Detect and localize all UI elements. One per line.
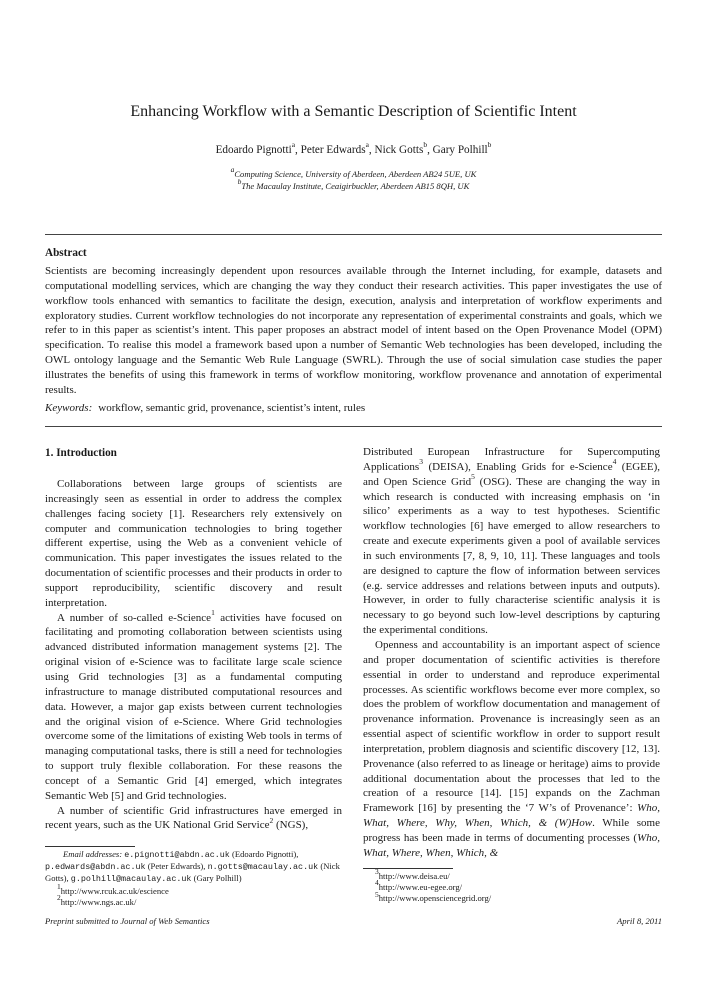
author-name: Edoardo Pignotti — [215, 144, 292, 156]
keywords-text: workflow, semantic grid, provenance, scientist’s intent, rules — [98, 402, 366, 414]
email-link[interactable]: e.pignotti@abdn.ac.uk — [124, 850, 230, 860]
footnote-link[interactable]: http://www.deisa.eu/ — [378, 871, 450, 881]
author-affil-mark: b — [487, 140, 492, 150]
section-heading: 1. Introduction — [45, 447, 117, 459]
abstract-heading: Abstract — [45, 247, 87, 259]
footnote: $^2$http://www.ngs.ac.uk/ — [57, 892, 137, 907]
affiliation: $^a$Computing Science, University of Aberdeen, Aberdeen AB24 5UE, UK — [230, 165, 477, 179]
author-name: Nick Gotts — [374, 144, 424, 156]
footnote-link[interactable]: http://www.rcuk.ac.uk/escience — [60, 885, 169, 896]
footnote-link[interactable]: http://www.ngs.ac.uk/ — [60, 896, 137, 907]
author-affil-mark: a — [365, 140, 369, 150]
footnote-rule — [45, 846, 135, 847]
footnote: $^5$http://www.opensciencegrid.org/ — [375, 889, 492, 904]
footnotes-right — [375, 867, 492, 905]
author-name: Peter Edwards — [300, 144, 366, 156]
footnote-link[interactable]: http://www.eu-egee.org/ — [378, 882, 463, 893]
paragraph: Openness and accountability is an important aspect of science and proper documentation of scientific activities is therefore essential in order to understand and reproduce experimental processes. As scientific workflows become ever more complex, so does the problem of workflow documentation and management of provenance information. Provenance is increasingly seen as an essential aspect of scientific workflow in order to support result interpretation, problem diagnosis and scientific discovery [12, 13]. Provenance (also referred to as lineage or heritage) aims to provide additional documentation about the processes that led to the creation of a resource [14]. [15] expands on the Zachman Framework [16] by presenting the ‘7 W’s of Provenance’: Who, What, Where, Why, When, Which, & (W)How. While some progress has been made in terms of documenting processes (Who, What, Where, When, Which, & — [363, 638, 660, 859]
abstract-text: Scientists are becoming increasingly dependent upon resources available through the Internet including, for example, datasets and computational modelling services, which are changing the way they conduct their research activities. This paper investigates the use of workflow tools enhanced with semantics to facilitate the design, execution, analysis and interpretation of workflow experiments and exploratory studies. Current workflow technologies do not incorporate any representation of experimental constraints and goals, which we refer to in this paper as scientist’s intent. This paper proposes an abstract model of intent based on the Open Provenance Model (OPM) specification. To realise this model a framework based upon a number of Semantic Web technologies has been developed, including the OWL ontology language and the Semantic Web Rule Language (SWRL). Through the use of social simulation case studies the paper illustrates the benefits of using this framework in terms of workflow monitoring, workflow provenance and annotation of experimental results. — [45, 265, 662, 396]
paragraph: Collaborations between large groups of scientists are increasingly seen as essential in order to address the complex challenges facing society [1]. Researchers rely extensively on computer and communication technologies to bring together different expertise, using the Web as a convenient vehicle of communication. This paper investigates the issues related to the documentation of scientific processes and their products in order to support reproducibility, scientific discovery and result interpretation. — [45, 478, 342, 609]
author-list: Edoardo Pignotti$^a$, Peter Edwards$^a$, Nick Gotts$^b$, Gary Polhill$^b$ — [215, 140, 492, 156]
divider — [45, 426, 662, 427]
author-affil-mark: b — [423, 140, 428, 150]
author-affil-mark: a — [291, 140, 296, 150]
footnote: $^1$http://www.rcuk.ac.uk/escience — [57, 881, 169, 896]
footer-journal: Preprint submitted to Journal of Web Semantics — [45, 916, 210, 926]
left-column — [45, 477, 342, 833]
right-column — [363, 445, 660, 861]
paragraph: Distributed European Infrastructure for Supercomputing Applications$^3$ (DEISA), Enabling Grids for e-Science$^4$ (EGEE), and Open Science Grid$^5$ (OSG). These are changing the way in which research is conducted with increasing emphasis on ‘in silico’ experiments as a way to test hypotheses. Scientific workflow technologies [6] have emerged to allow researchers to create and execute experiments given a pool of available services in such environments [7, 8, 9, 10, 11]. These languages and tools are designed to capture the flow of information between services (e.g. service addresses and relations between inputs and outputs). However, in order to fully characterise scientific analysis it is necessary to go beyond such low-level descriptions by capturing the experimental conditions. — [363, 446, 661, 637]
footnotes-left: Email addresses: e.pignotti@abdn.ac.uk (Edoardo Pignotti), p.edwards@abdn.ac.uk (Peter Edwards), n.gotts@macaulay.ac.uk (Nick Gotts), g.polhill@macaulay.ac.uk (Gary Polhill) $^1$http://www.rcuk.ac.uk/escience $^2$http://www.ngs.ac.uk/ — [45, 849, 342, 908]
paragraph: A number of scientific Grid infrastructures have emerged in recent years, such as the UK National Grid Service$^2$ (NGS), — [45, 804, 342, 832]
keywords-label: Keywords: — [45, 402, 93, 414]
footnote-link[interactable]: http://www.opensciencegrid.org/ — [378, 893, 492, 904]
email-link[interactable]: n.gotts@macaulay.ac.uk — [207, 862, 319, 873]
footnote: $^4$http://www.eu-egee.org/ — [375, 878, 463, 893]
footnote: $^3$http://www.deisa.eu/ — [375, 867, 450, 881]
email-label: Email addresses: — [63, 849, 123, 859]
affiliation: $^b$The Macaulay Institute, Ceaigirbuckler, Aberdeen AB15 8QH, UK — [237, 177, 470, 191]
divider — [45, 234, 662, 235]
footer-date: April 8, 2011 — [617, 916, 662, 926]
paper-title: Enhancing Workflow with a Semantic Description of Scientific Intent — [130, 103, 577, 120]
paragraph: A number of so-called e-Science$^1$ activities have focused on facilitating and promoting collaboration between scientists using advanced distributed information management systems [2]. The original vision of e-Science was to facilitate large scale science using Grid technologies [3] as a fundamental computing infrastructure to manage distributed computational resources and data. However, a major gap exists between current technologies and the original vision of e-Science. Where Grid technologies overcome some of the limitations of existing Web tools in terms of managing computational tasks, there is still a need for technologies to support truly flexible collaboration. For these reasons the concept of a Semantic Grid [4] emerged, which integrates Semantic Web [5] and Grid technologies. — [45, 607, 342, 802]
email-link[interactable]: p.edwards@abdn.ac.uk — [45, 862, 146, 873]
keywords — [45, 402, 365, 414]
email-link[interactable]: g.polhill@macaulay.ac.uk — [70, 874, 192, 885]
author-name: Gary Polhill — [432, 144, 488, 156]
